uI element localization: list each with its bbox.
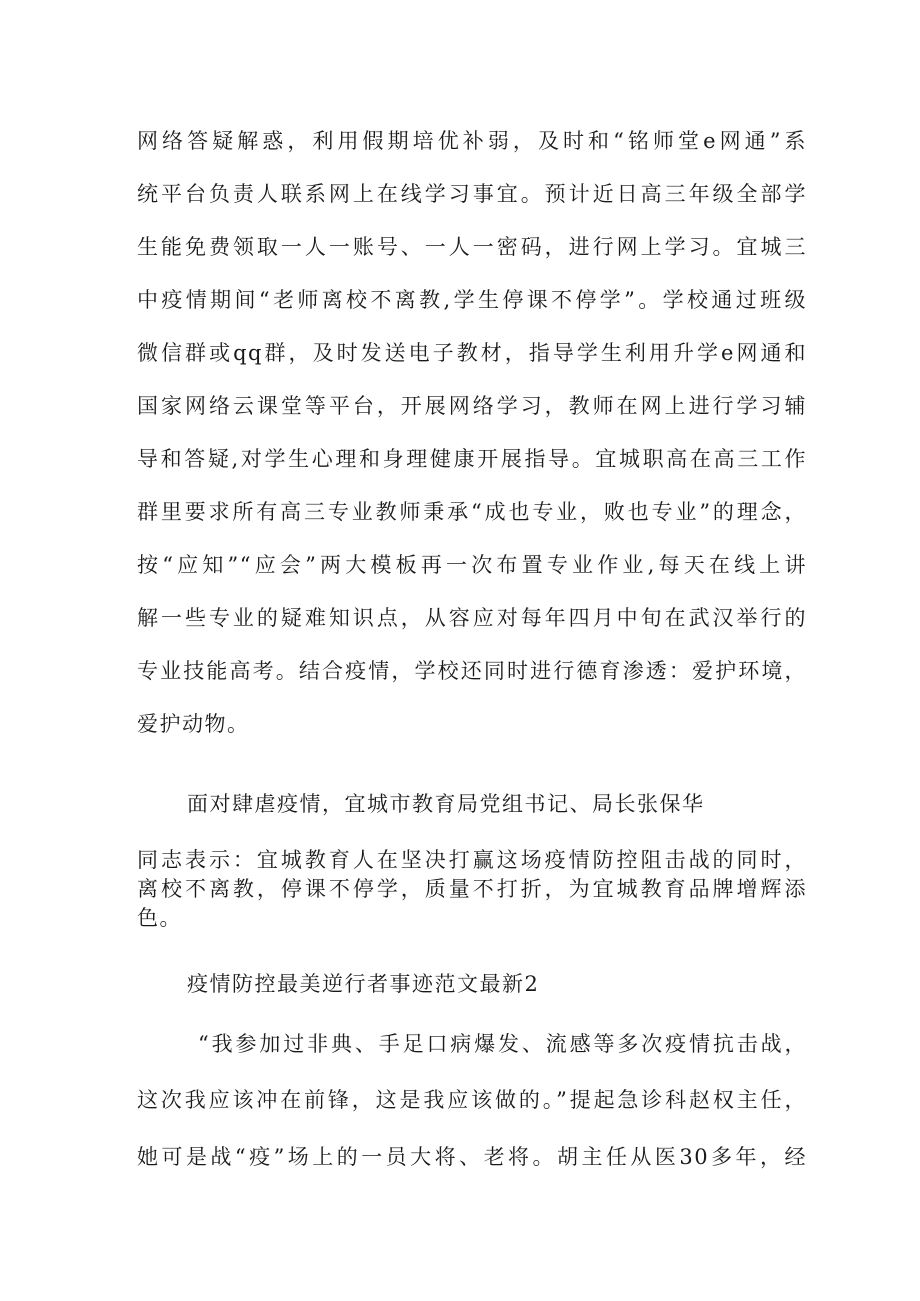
paragraph-1-line: 按“应知”“应会”两大模板再一次布置专业作业,每天在线上讲 bbox=[137, 553, 807, 577]
paragraph-1-line: 专业技能高考。结合疫情，学校还同时进行德育渗透：爱护环境， bbox=[137, 659, 807, 683]
section-heading: 疫情防控最美逆行者事迹范文最新2 bbox=[187, 972, 540, 996]
paragraph-1-line: 解一些专业的疑难知识点，从容应对每年四月中旬在武汉举行的 bbox=[137, 606, 807, 630]
paragraph-2-line: 色。 bbox=[137, 906, 182, 930]
paragraph-1-line: 统平台负责人联系网上在线学习事宜。预计近日高三年级全部学 bbox=[137, 182, 807, 206]
paragraph-1-line: 网络答疑解惑，利用假期培优补弱，及时和“铭师堂e网通”系 bbox=[137, 129, 807, 153]
paragraph-2-line: 同志表示：宜城教育人在坚决打赢这场疫情防控阻击战的同时， bbox=[137, 848, 807, 872]
paragraph-3-line: 这次我应该冲在前锋，这是我应该做的。”提起急诊科赵权主任， bbox=[137, 1088, 807, 1112]
paragraph-2-line: 面对肆虐疫情，宜城市教育局党组书记、局长张保华 bbox=[187, 792, 705, 816]
paragraph-2-line: 离校不离教，停课不停学，质量不打折，为宜城教育品牌增辉添 bbox=[137, 877, 807, 901]
paragraph-1-line: 群里要求所有高三专业教师秉承“成也专业，败也专业”的理念， bbox=[137, 500, 807, 524]
paragraph-1-line: 导和答疑,对学生心理和身理健康开展指导。宜城职高在高三工作 bbox=[137, 447, 807, 471]
paragraph-1-line: 微信群或qq群，及时发送电子教材，指导学生利用升学e网通和 bbox=[137, 341, 807, 365]
paragraph-1-line: 爱护动物。 bbox=[137, 712, 250, 736]
paragraph-3-line: 她可是战“疫”场上的一员大将、老将。胡主任从医30多年，经 bbox=[137, 1145, 807, 1169]
paragraph-3-line: “我参加过非典、手足口病爆发、流感等多次疫情抗击战， bbox=[198, 1032, 807, 1056]
paragraph-1-line: 生能免费领取一人一账号、一人一密码，进行网上学习。宜城三 bbox=[137, 235, 807, 259]
paragraph-1-line: 中疫情期间“老师离校不离教,学生停课不停学”。学校通过班级 bbox=[137, 288, 807, 312]
paragraph-1-line: 国家网络云课堂等平台，开展网络学习，教师在网上进行学习辅 bbox=[137, 394, 807, 418]
